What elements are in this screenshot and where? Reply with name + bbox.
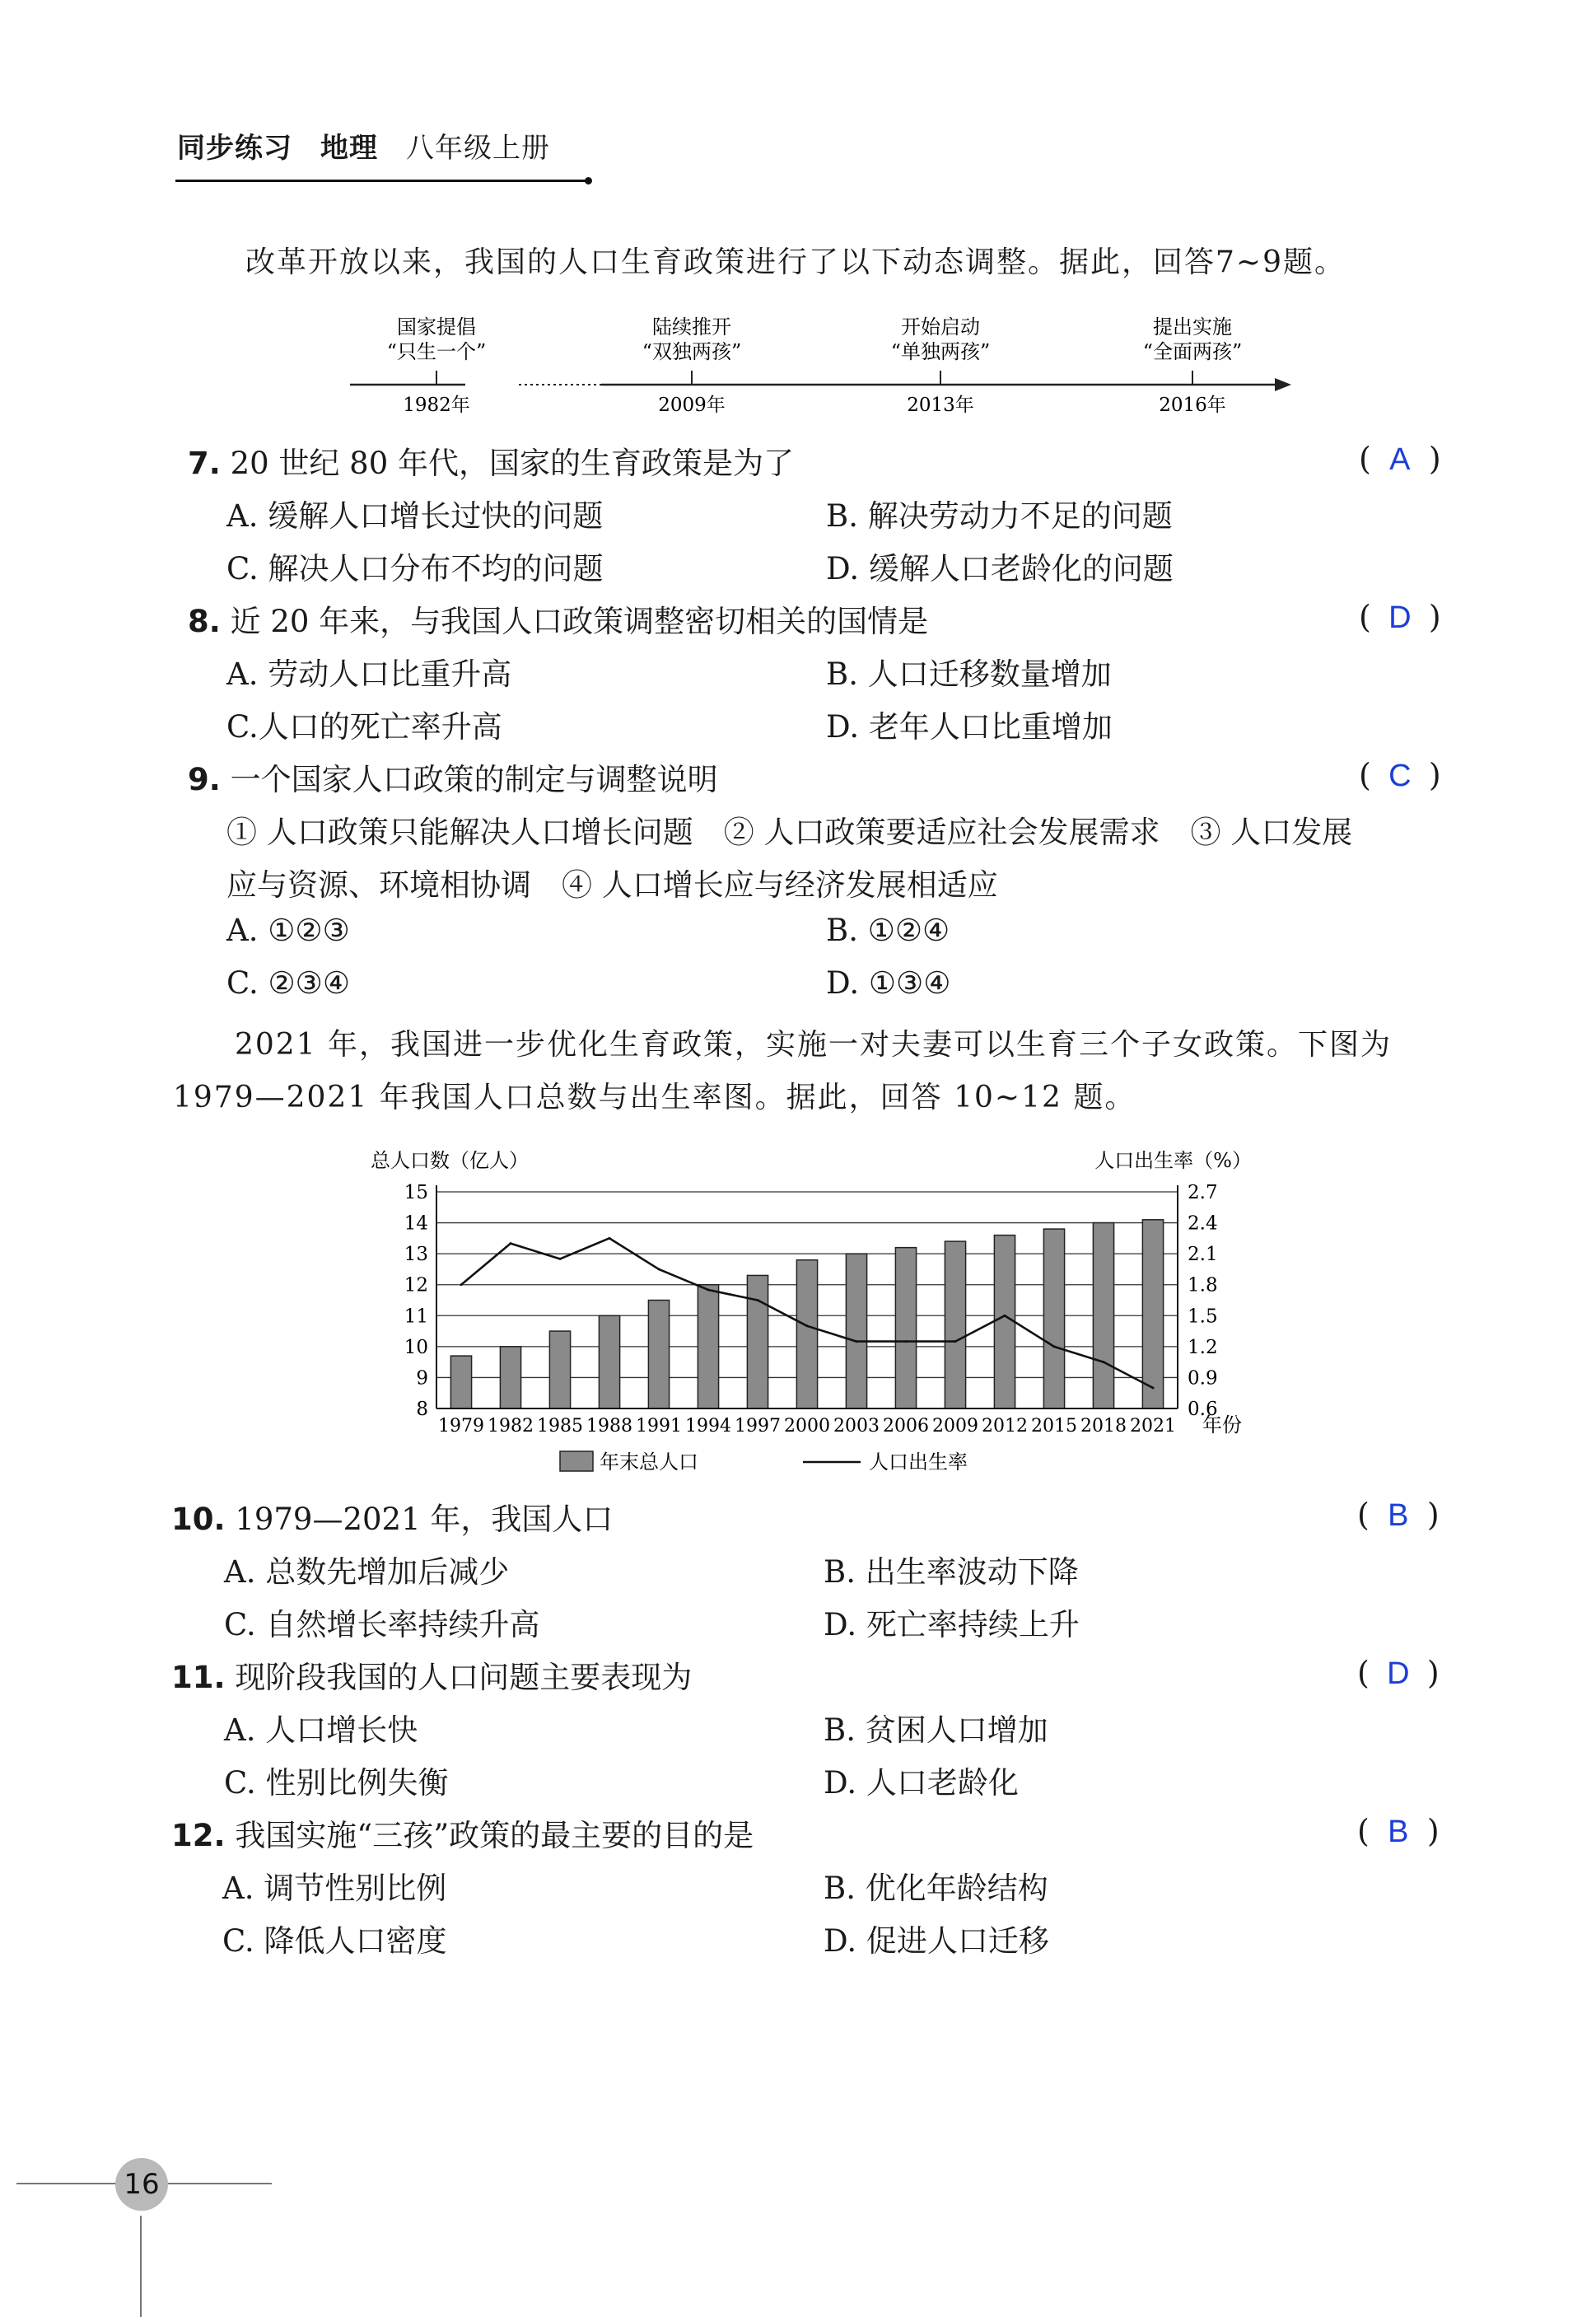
bar-series xyxy=(450,1220,1163,1408)
page-corner-line xyxy=(140,2216,142,2317)
population-birthrate-chart xyxy=(354,1141,1276,1478)
population-bar xyxy=(846,1254,866,1408)
x-tick-label: 2006 xyxy=(883,1416,929,1436)
x-tick-label: 2015 xyxy=(1031,1416,1077,1436)
option-11c: C. 性别比例失衡 xyxy=(224,1765,449,1801)
page-header xyxy=(177,125,578,166)
answer-letter: B xyxy=(1388,1498,1409,1533)
timeline-year: 1982年 xyxy=(403,395,470,416)
x-tick-label: 1991 xyxy=(636,1416,682,1436)
right-tick-label: 1.2 xyxy=(1188,1336,1218,1358)
answer-letter: A xyxy=(1389,442,1411,477)
option-10a: A. 总数先增加后减少 xyxy=(224,1554,510,1590)
x-tick-label: 2009 xyxy=(932,1416,978,1436)
x-tick-label: 1988 xyxy=(586,1416,632,1436)
header-rule-dot xyxy=(585,177,592,185)
option-8c: C.人口的死亡率升高 xyxy=(226,709,502,745)
option-12a: A. 调节性别比例 xyxy=(222,1871,447,1906)
population-bar xyxy=(1093,1223,1113,1408)
option-9c: C. ②③④ xyxy=(226,965,351,1001)
x-tick-label: 1979 xyxy=(438,1416,484,1436)
answer-letter: D xyxy=(1388,600,1412,635)
header-rule xyxy=(175,180,587,182)
birth-rate-point xyxy=(707,1288,710,1291)
x-tick-label: 1994 xyxy=(685,1416,731,1436)
birth-rate-point xyxy=(1053,1345,1056,1348)
right-tick-label: 1.8 xyxy=(1188,1274,1218,1296)
birth-rate-point xyxy=(954,1340,957,1343)
right-tick-label: 2.4 xyxy=(1188,1212,1218,1235)
timeline-label: 提出实施 xyxy=(1153,315,1232,339)
option-11b: B. 贫困人口增加 xyxy=(824,1712,1048,1748)
option-9b: B. ①②④ xyxy=(826,913,950,948)
answer-9: ( C ) xyxy=(1359,757,1441,793)
population-bar xyxy=(599,1315,619,1408)
timeline-label: “只生一个” xyxy=(386,340,487,363)
option-12d: D. 促进人口迁移 xyxy=(824,1923,1049,1959)
population-bar xyxy=(450,1356,471,1408)
option-7b: B. 解决劳动力不足的问题 xyxy=(826,498,1173,534)
left-tick-label: 11 xyxy=(404,1306,428,1328)
option-8b: B. 人口迁移数量增加 xyxy=(826,656,1112,692)
population-bar xyxy=(796,1260,817,1408)
timeline-year: 2016年 xyxy=(1159,395,1226,416)
timeline-year: 2013年 xyxy=(907,395,974,416)
page-number: 16 xyxy=(115,2158,168,2211)
option-7d: D. 缓解人口老龄化的问题 xyxy=(826,551,1174,586)
question-stem: 我国实施“三孩”政策的最主要的目的是 xyxy=(235,1818,754,1853)
question-stem: 近 20 年来，与我国人口政策调整密切相关的国情是 xyxy=(230,604,929,639)
question-stem: 20 世纪 80 年代，国家的生育政策是为了 xyxy=(230,446,795,481)
answer-12: ( B ) xyxy=(1357,1813,1440,1849)
option-7a: A. 缓解人口增长过快的问题 xyxy=(226,498,604,534)
left-tick-label: 8 xyxy=(416,1399,428,1420)
question-number: 10. xyxy=(171,1502,226,1537)
birth-rate-point xyxy=(1152,1386,1155,1389)
option-9d: D. ①③④ xyxy=(826,965,951,1001)
left-tick-label: 10 xyxy=(404,1336,428,1358)
answer-letter: C xyxy=(1388,759,1412,793)
population-bar xyxy=(747,1275,768,1408)
question-9 xyxy=(188,754,718,799)
timeline-label: “单独两孩” xyxy=(890,340,991,363)
birth-rate-point xyxy=(905,1340,908,1343)
question-number: 12. xyxy=(171,1818,226,1853)
option-10d: D. 死亡率持续上升 xyxy=(824,1607,1080,1642)
population-bar xyxy=(994,1236,1015,1408)
x-tick-label: 2000 xyxy=(784,1416,830,1436)
legend-line-label: 人口出生率 xyxy=(869,1450,968,1474)
option-11d: D. 人口老龄化 xyxy=(824,1765,1019,1801)
left-tick-label: 14 xyxy=(404,1212,428,1235)
population-bar xyxy=(698,1285,718,1408)
x-tick-label: 1985 xyxy=(537,1416,583,1436)
left-tick-label: 15 xyxy=(404,1182,428,1203)
birth-rate-point xyxy=(658,1268,660,1270)
option-9a: A. ①②③ xyxy=(226,913,350,948)
answer-8: ( D ) xyxy=(1359,599,1441,635)
right-tick-label: 2.7 xyxy=(1188,1182,1218,1203)
answer-letter: D xyxy=(1387,1656,1410,1691)
right-tick-label: 0.9 xyxy=(1188,1367,1218,1390)
left-axis-title: 总人口数（亿人） xyxy=(371,1149,529,1172)
option-8a: A. 劳动人口比重升高 xyxy=(226,656,512,692)
question-number: 11. xyxy=(171,1660,226,1695)
series-name: 同步练习 xyxy=(177,132,292,165)
birth-rate-point xyxy=(757,1299,759,1301)
question-number: 8. xyxy=(188,604,221,639)
x-axis-title: 年份 xyxy=(1202,1413,1242,1436)
birth-rate-point xyxy=(856,1340,858,1343)
option-12b: B. 优化年龄结构 xyxy=(824,1871,1048,1906)
question-11 xyxy=(171,1652,692,1697)
option-8d: D. 老年人口比重增加 xyxy=(826,709,1113,745)
subject-name: 地理 xyxy=(320,132,378,165)
option-10c: C. 自然增长率持续升高 xyxy=(224,1607,540,1642)
question-number: 7. xyxy=(188,446,221,481)
answer-letter: B xyxy=(1388,1815,1409,1849)
answer-7: ( A ) xyxy=(1359,441,1441,477)
policy-timeline xyxy=(346,309,1301,432)
population-bar xyxy=(648,1301,669,1409)
birth-rate-point xyxy=(460,1283,463,1286)
statement-line-1: ① 人口政策只能解决人口增长问题 ② 人口政策要适应社会发展需求 ③ 人口发展 xyxy=(226,815,1353,850)
statement-line-2: 应与资源、环境相协调 ④ 人口增长应与经济发展相适应 xyxy=(226,867,998,903)
right-tick-label: 0.6 xyxy=(1188,1399,1218,1420)
question-stem: 一个国家人口政策的制定与调整说明 xyxy=(230,762,718,797)
question-stem: 现阶段我国的人口问题主要表现为 xyxy=(235,1660,693,1695)
intro-paragraph-1: 改革开放以来，我国的人口生育政策进行了以下动态调整。据此，回答7~9题。 xyxy=(245,245,1346,279)
question-10 xyxy=(171,1494,613,1539)
option-7c: C. 解决人口分布不均的问题 xyxy=(226,551,604,586)
birth-rate-point xyxy=(559,1258,562,1260)
option-11a: A. 人口增长快 xyxy=(224,1712,418,1748)
question-8 xyxy=(188,596,928,641)
right-tick-label: 2.1 xyxy=(1188,1244,1218,1266)
right-tick-label: 1.5 xyxy=(1188,1306,1218,1328)
answer-11: ( D ) xyxy=(1357,1655,1440,1691)
population-bar xyxy=(1142,1220,1163,1408)
timeline-label: “双独两孩” xyxy=(642,340,742,363)
timeline-label: 陆续推开 xyxy=(652,315,731,339)
right-axis-title: 人口出生率（%） xyxy=(1094,1149,1252,1172)
x-tick-label: 1997 xyxy=(735,1416,781,1436)
timeline-year: 2009年 xyxy=(658,395,726,416)
answer-10: ( B ) xyxy=(1357,1497,1440,1533)
timeline-label: 国家提倡 xyxy=(397,315,476,339)
x-tick-label: 1982 xyxy=(488,1416,534,1436)
question-number: 9. xyxy=(188,762,221,797)
intro-paragraph-2-line-1: 2021 年，我国进一步优化生育政策，实施一对夫妻可以生育三个子女政策。下图为 xyxy=(235,1028,1393,1062)
grade-name: 八年级上册 xyxy=(406,132,550,165)
timeline-label: 开始启动 xyxy=(901,315,980,339)
question-12 xyxy=(171,1810,754,1855)
birth-rate-point xyxy=(1004,1315,1006,1317)
left-tick-label: 9 xyxy=(416,1367,428,1390)
population-bar xyxy=(945,1241,965,1408)
population-bar xyxy=(895,1248,916,1408)
question-7 xyxy=(188,438,794,483)
birth-rate-point xyxy=(806,1324,809,1327)
population-bar xyxy=(549,1331,570,1408)
x-tick-label: 2018 xyxy=(1080,1416,1127,1436)
population-bar xyxy=(500,1347,520,1408)
timeline-label: “全面两孩” xyxy=(1142,340,1243,363)
birth-rate-point xyxy=(1103,1361,1105,1363)
option-10b: B. 出生率波动下降 xyxy=(824,1554,1079,1590)
legend-bar-label: 年末总人口 xyxy=(600,1450,698,1474)
left-tick-label: 13 xyxy=(404,1244,428,1266)
left-tick-label: 12 xyxy=(404,1274,428,1296)
x-tick-label: 2012 xyxy=(982,1416,1028,1436)
timeline-arrow-icon xyxy=(1275,378,1291,391)
x-tick-label: 2003 xyxy=(833,1416,880,1436)
x-tick-label: 2021 xyxy=(1130,1416,1176,1436)
question-stem: 1979—2021 年，我国人口 xyxy=(235,1502,614,1537)
intro-paragraph-2-line-2: 1979—2021 年我国人口总数与出生率图。据此，回答 10~12 题。 xyxy=(173,1081,1136,1114)
option-12c: C. 降低人口密度 xyxy=(222,1923,447,1959)
legend-bar-swatch xyxy=(560,1451,593,1471)
birth-rate-point xyxy=(609,1237,611,1240)
population-bar xyxy=(1043,1229,1064,1408)
birth-rate-point xyxy=(510,1242,512,1245)
